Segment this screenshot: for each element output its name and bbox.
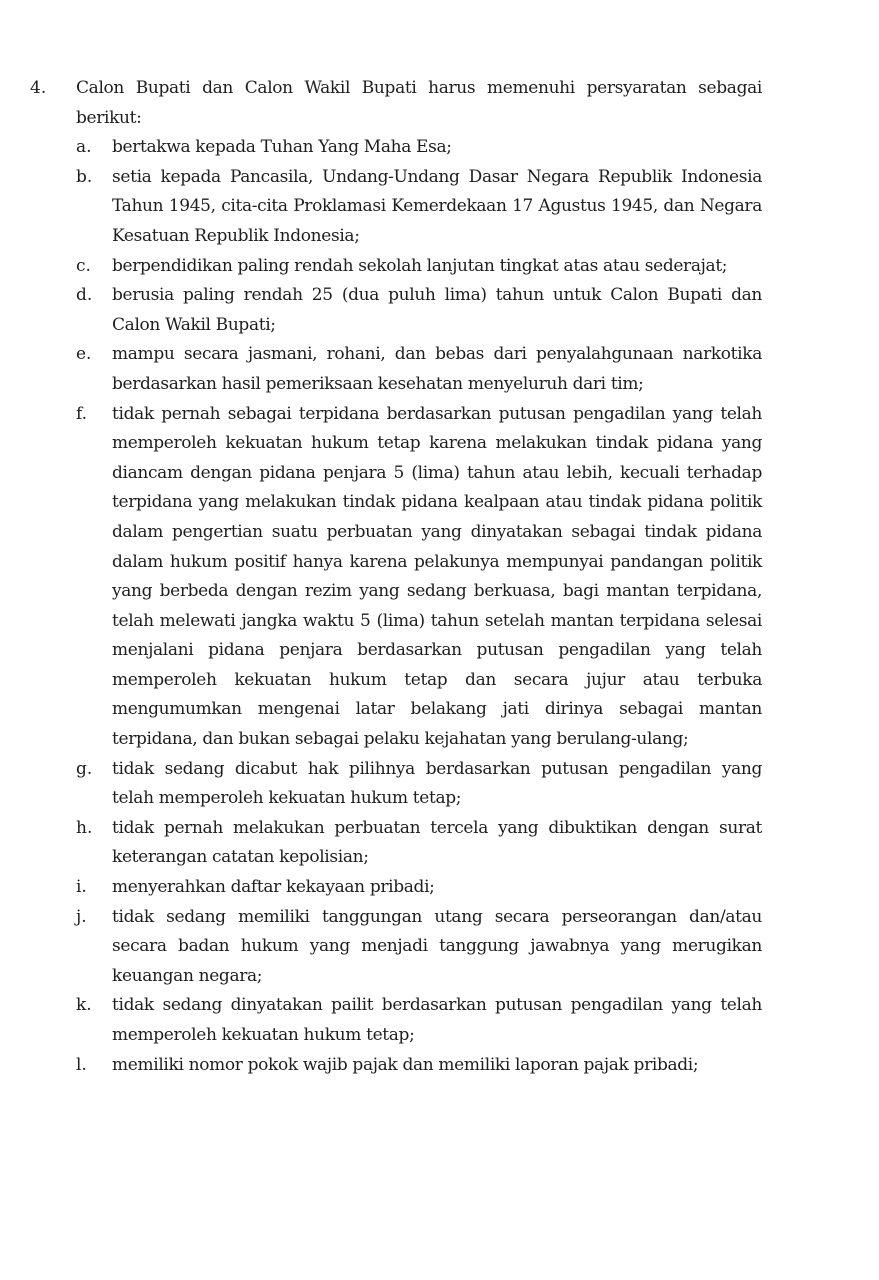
- list-item-text: berpendidikan paling rendah sekolah lanjutan tingkat atas atau sederajat;: [112, 255, 728, 276]
- list-item-text: setia kepada Pancasila, Undang-Undang Dasar Negara Republik Indonesia Tahun 1945, cita-cita Proklamasi Kemerdekaan 17 Agustus 1945, dan Negara Kesatuan Republik Indonesia;: [112, 166, 762, 246]
- list-item: [76, 814, 762, 873]
- section-number: 4.: [30, 78, 47, 98]
- list-item-letter: h.: [76, 817, 93, 838]
- document-page: [0, 74, 879, 1080]
- list-item: [76, 163, 762, 252]
- list-item: [76, 281, 762, 340]
- list-item: [76, 340, 762, 399]
- list-item: [76, 873, 762, 903]
- list-item-letter: k.: [76, 995, 92, 1016]
- list-item-text: menyerahkan daftar kekayaan pribadi;: [112, 877, 435, 898]
- list-item-text: mampu secara jasmani, rohani, dan bebas dari penyalahgunaan narkotika berdasarkan hasil pemeriksaan kesehatan menyeluruh dari tim;: [112, 344, 762, 394]
- list-item-letter: f.: [76, 403, 88, 424]
- requirement-section: [0, 74, 762, 1080]
- list-item-letter: b.: [76, 166, 93, 187]
- list-item: [76, 755, 762, 814]
- list-item-letter: l.: [76, 1054, 87, 1075]
- list-item: [76, 252, 762, 282]
- list-item-letter: e.: [76, 344, 92, 365]
- section-lead-text: Calon Bupati dan Calon Wakil Bupati harus memenuhi persyaratan sebagai berikut:: [76, 78, 762, 128]
- list-item-letter: c.: [76, 255, 91, 276]
- list-item: [76, 1051, 762, 1081]
- list-item: [76, 903, 762, 992]
- list-item-text: tidak sedang dinyatakan pailit berdasarkan putusan pengadilan yang telah memperoleh kekuatan hukum tetap;: [112, 995, 762, 1045]
- list-item-text: bertakwa kepada Tuhan Yang Maha Esa;: [112, 137, 452, 158]
- list-item-letter: j.: [76, 906, 87, 927]
- list-item-text: berusia paling rendah 25 (dua puluh lima) tahun untuk Calon Bupati dan Calon Wakil Bupati;: [112, 285, 762, 335]
- list-item-text: tidak sedang memiliki tanggungan utang secara perseorangan dan/atau secara badan hukum yang menjadi tanggung jawabnya yang merugikan keuangan negara;: [112, 906, 762, 986]
- list-item: [76, 133, 762, 163]
- requirement-list: [76, 133, 762, 1080]
- list-item-text: tidak pernah melakukan perbuatan tercela yang dibuktikan dengan surat keterangan catatan kepolisian;: [112, 817, 762, 868]
- list-item-letter: a.: [76, 137, 92, 158]
- list-item-text: memiliki nomor pokok wajib pajak dan memiliki laporan pajak pribadi;: [112, 1054, 699, 1075]
- list-item-text: tidak pernah sebagai terpidana berdasarkan putusan pengadilan yang telah memperoleh kekuatan hukum tetap karena melakukan tindak pidana yang diancam dengan pidana penjara 5 (lima) tahun atau lebih, kecuali terhadap terpidana yang melakukan tindak pidana kealpaan atau tindak pidana politik dalam pengertian suatu perbuatan yang dinyatakan sebagai tindak pidana dalam hukum positif hanya karena pelakunya mempunyai pandangan politik yang berbeda dengan rezim yang sedang berkuasa, bagi mantan terpidana, telah melewati jangka waktu 5 (lima) tahun setelah mantan terpidana selesai menjalani pidana penjara berdasarkan putusan pengadilan yang telah memperoleh kekuatan hukum tetap dan secara jujur atau terbuka mengumumkan mengenai latar belakang jati dirinya sebagai mantan terpidana, dan bukan sebagai pelaku kejahatan yang berulang-ulang;: [112, 403, 762, 750]
- list-item: [76, 400, 762, 755]
- list-item-letter: i.: [76, 877, 87, 898]
- list-item: [76, 991, 762, 1050]
- list-item-letter: g.: [76, 758, 93, 779]
- list-item-letter: d.: [76, 285, 93, 306]
- list-item-text: tidak sedang dicabut hak pilihnya berdasarkan putusan pengadilan yang telah memperoleh kekuatan hukum tetap;: [112, 758, 762, 809]
